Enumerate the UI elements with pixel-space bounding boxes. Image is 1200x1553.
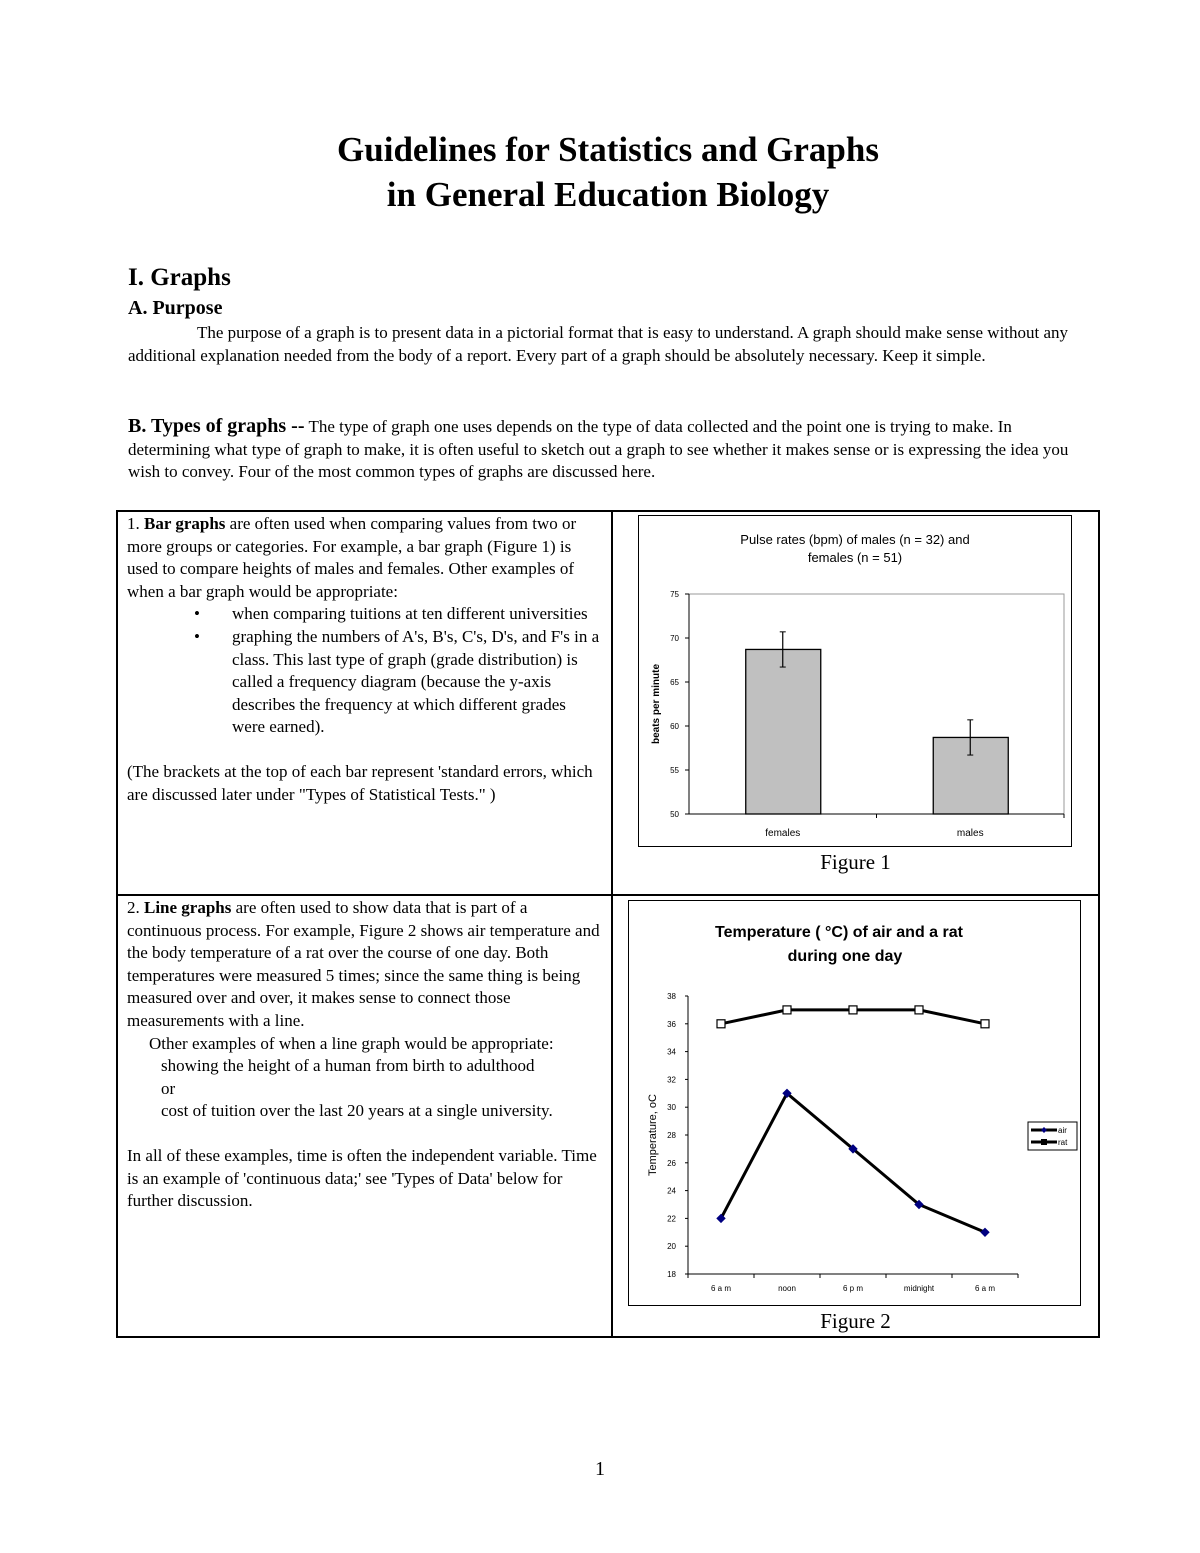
y-axis-label: beats per minute [651,663,662,745]
x-tick-label: midnight [903,1284,935,1293]
y-tick-label: 55 [670,766,679,775]
data-point-rat [717,1020,725,1028]
section-heading: I. Graphs [128,264,231,291]
standard-error-note: (The brackets at the top of each bar represent 'standard errors, which are discussed later under "Types of Statistical Tests." ) [127,761,593,804]
y-tick-label: 24 [667,1186,676,1196]
y-tick-label: 20 [667,1242,676,1252]
line-graphs-term: Line graphs [144,898,232,917]
y-tick-label: 70 [670,634,679,643]
chart-title: during one day [787,948,903,965]
page-number: 1 [595,1458,605,1480]
figure-1-caption: Figure 1 [820,850,891,874]
types-text: The type of graph one uses depends on the type of data collected and the point one is trying to make. In determining what type of graph to make, it is often useful to sketch out a graph to see whether it makes sense or is expressing the idea you wish to convey. Four of the most common types of graphs are discussed here. [128,417,1069,482]
item-number: 1. [127,514,144,533]
y-axis-label: Temperature, oC [647,1094,659,1176]
types-paragraph [128,415,1073,484]
line-graph-description [127,897,602,1213]
y-tick-label: 30 [667,1103,676,1113]
x-tick-label: females [765,828,801,839]
x-tick-label: males [956,828,984,839]
chart-title: Temperature ( °C) of air and a rat [715,924,963,941]
table-divider-horizontal [116,894,1100,896]
figure-1-chart [638,515,1072,847]
x-tick-label: 6 a m [974,1284,996,1293]
purpose-paragraph: The purpose of a graph is to present data in a pictorial format that is easy to understand. A graph should make sense without any additional explanation needed from the body of a report. Every part of a graph should be absolutely necessary. Keep it simple. [128,323,1069,365]
x-tick-label: noon [778,1284,796,1293]
y-tick-label: 60 [670,722,679,731]
y-tick-label: 38 [667,992,676,1001]
series-line-air [721,1093,985,1232]
y-tick-label: 18 [667,1270,676,1279]
table-divider-vertical [611,510,613,1336]
y-tick-label: 50 [670,810,679,819]
chart-title: Pulse rates (bpm) of males (n = 32) and [740,532,970,547]
example-tuition: cost of tuition over the last 20 years at a single university. [161,1101,553,1121]
data-point-rat [981,1020,989,1028]
legend-box [1028,1122,1077,1150]
line-chart-svg [629,901,1080,1305]
y-tick-label: 65 [670,678,679,687]
data-point-rat [849,1006,857,1014]
y-tick-label: 36 [667,1019,676,1029]
figure-2-chart [628,900,1081,1306]
y-tick-label: 32 [667,1075,676,1085]
bar-graphs-term: Bar graphs [144,514,226,533]
chart-title: females (n = 51) [807,550,903,565]
title-line-1: Guidelines for Statistics and Graphs [337,130,879,169]
data-point-rat [915,1006,923,1014]
title-line-2: in General Education Biology [386,175,830,214]
legend-label: rat [1058,1138,1068,1147]
y-tick-label: 75 [670,590,679,599]
bar-females [746,649,821,814]
x-tick-label: 6 a m [710,1284,732,1293]
closing-text: In all of these examples, time is often the independent variable. Time is an example of 'continuous data;' see 'Types of Data' below for further discussion. [127,1145,597,1211]
y-tick-label: 34 [667,1047,676,1057]
list-item: • graphing the numbers of A's, B's, C's, D's, and F's in a class. This last type of graph (grade distribution) is called a frequency diagram (because the y-axis describes the frequency at which different grades were earned). [232,626,602,739]
bar-intro: are often used when comparing values from two or more groups or categories. For example, a bar graph (Figure 1) is used to compare heights of males and females. Other examples of when a bar graph would be appropriate: [127,514,577,601]
x-tick-label: 6 p m [842,1284,864,1293]
other-examples: Other examples of when a line graph would be appropriate: [149,1033,554,1053]
bar-chart-svg [639,516,1071,846]
y-tick-label: 22 [667,1214,676,1224]
y-tick-label: 28 [667,1131,676,1140]
y-tick-label: 26 [667,1158,676,1168]
bar-examples-list [127,603,602,739]
bar-graph-description [127,513,602,806]
legend-marker [1041,1139,1047,1145]
figure-2-caption: Figure 2 [820,1309,891,1333]
subsection-b-heading: B. Types of graphs -- [128,415,305,437]
legend-label: air [1058,1126,1067,1135]
or-text: or [161,1078,176,1098]
subsection-a-heading: A. Purpose [128,297,223,319]
line-intro: are often used to show data that is part of a continuous process. For example, Figure 2 shows air temperature and the body temperature of a rat over the course of one day. Both temperatures were measured 5 times; since the same thing is being measured over and over, it makes sense to connect those measurements with a line. [127,898,600,1030]
list-item: • when comparing tuitions at ten different universities [232,603,602,626]
example-height: showing the height of a human from birth to adulthood [161,1056,535,1076]
item-number: 2. [127,898,144,917]
data-point-rat [783,1006,791,1014]
